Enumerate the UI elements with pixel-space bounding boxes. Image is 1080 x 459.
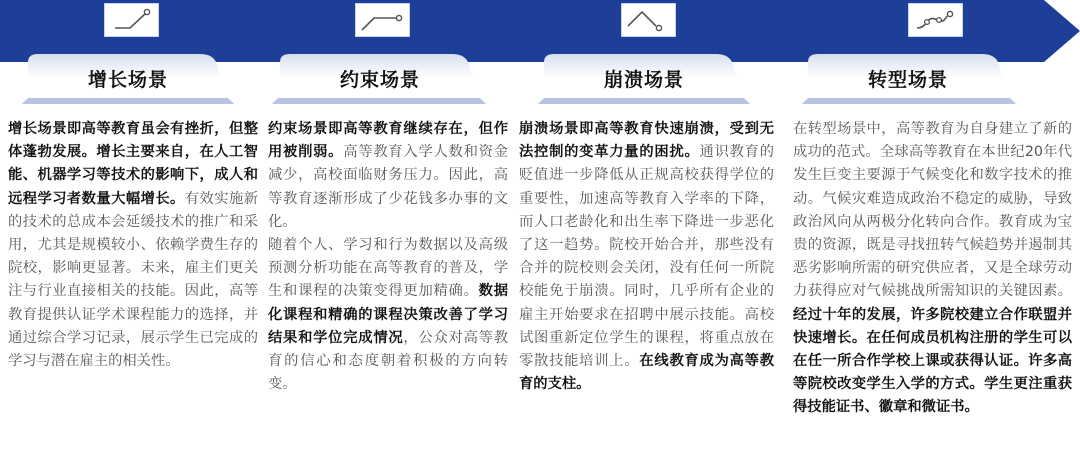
title-underline-2 bbox=[272, 98, 486, 104]
text-run: 有效实施新的技术的总成本会延缓技术的推广和采用，尤其是规模较小、依赖学费生存的院校，影响更显著。未来，雇主们更关注与行业直接相关的技能。因此，高等教育提供认证学术课程能力的选择，并通过综合学习记录，展示学生已完成的学习与潜在雇主的相关性。 bbox=[8, 190, 259, 370]
paragraph bbox=[793, 118, 1072, 420]
stage-title-growth: 增长场景 bbox=[87, 69, 168, 91]
text-run: 增长场景即高等教育虽会有挫折，但整体蓬勃发展。增长主要来自，在人工智能、机器学习等技术的影响下，成人和远程学习者数量大幅增长。 bbox=[8, 121, 258, 207]
paragraph bbox=[268, 118, 508, 234]
text-run: 约束场景即高等教育继续存在，但作用被削弱。 bbox=[268, 121, 508, 161]
text-run: 随着个人、学习和行为数据以及高级预测分析功能在高等教育的普及，学生和课程的决策变得更加精确。 bbox=[268, 237, 508, 300]
paragraph bbox=[268, 234, 508, 396]
title-underline-3 bbox=[538, 98, 750, 104]
stage-title-transformation: 转型场景 bbox=[867, 69, 948, 91]
stage-description-constraint bbox=[268, 118, 508, 396]
text-run: 数据化课程和精确的课程决策改善了学习结果和学位完成情况 bbox=[268, 283, 508, 346]
stage-title-tab-3 bbox=[544, 62, 744, 98]
title-underline-4 bbox=[802, 98, 1016, 104]
paragraph bbox=[519, 118, 774, 396]
text-run: 经过十年的发展，许多院校建立合作联盟并快速增长。在任何成员机构注册的学生可以在任一所合作学校上课或获得认证。许多高等院校改变学生入学的方式。学生更注重获得技能证书、徽章和微证书。 bbox=[793, 306, 1072, 416]
stage-description-growth bbox=[8, 118, 258, 373]
title-underline-1 bbox=[22, 98, 234, 104]
plateau-line-icon bbox=[355, 3, 410, 37]
wave-line-icon bbox=[908, 3, 963, 37]
stage-title-constraint: 约束场景 bbox=[339, 69, 420, 91]
text-run: 在线教育成为高等教育的支柱。 bbox=[519, 353, 775, 393]
stage-title-tab-1 bbox=[28, 62, 228, 98]
stage-title-tab-2 bbox=[280, 62, 480, 98]
stage-title-tab-4 bbox=[808, 62, 1008, 98]
text-run: ，公众对高等教育的信心和态度朝着积极的方向转变。 bbox=[268, 329, 508, 393]
rising-line-icon bbox=[104, 3, 159, 37]
peak-line-icon bbox=[621, 3, 676, 37]
text-run: 崩溃场景即高等教育快速崩溃，受到无法控制的变革力量的困扰。 bbox=[519, 121, 774, 161]
stage-title-collapse: 崩溃场景 bbox=[603, 69, 684, 91]
text-run: 通识教育的贬值进一步降低从正规高校获得学位的重要性，加速高等教育入学率的下降，而人口老龄化和出生率下降进一步恶化了这一趋势。院校开始合并，那些没有合并的院校则会关闭，没有任何一所院校能免于崩溃。同时，几乎所有企业的雇主开始要求在招聘中展示技能。高校试图重新定位学生的课程，将重点放在零散技能培训上。 bbox=[519, 144, 775, 370]
stage-description-transformation bbox=[793, 118, 1072, 420]
text-run: 高等教育入学人数和资金减少，高校面临财务压力。因此，高等教育逐渐形成了少花钱多办事的文化。 bbox=[268, 144, 508, 230]
paragraph bbox=[8, 118, 258, 373]
text-run: 在转型场景中，高等教育为自身建立了新的成功的范式。全球高等教育在本世纪20年代发生巨变主要源于气候变化和数字技术的推动。气候灾难造成政治不稳定的威胁，导致政治风向从两极分化转向合作。教育成为宝贵的资源，既是寻找扭转气候趋势并遏制其恶劣影响所需的研究供应者，又是全球劳动力获得应对气候挑战所需知识的关键因素。 bbox=[793, 121, 1072, 300]
stage-description-collapse bbox=[519, 118, 774, 396]
